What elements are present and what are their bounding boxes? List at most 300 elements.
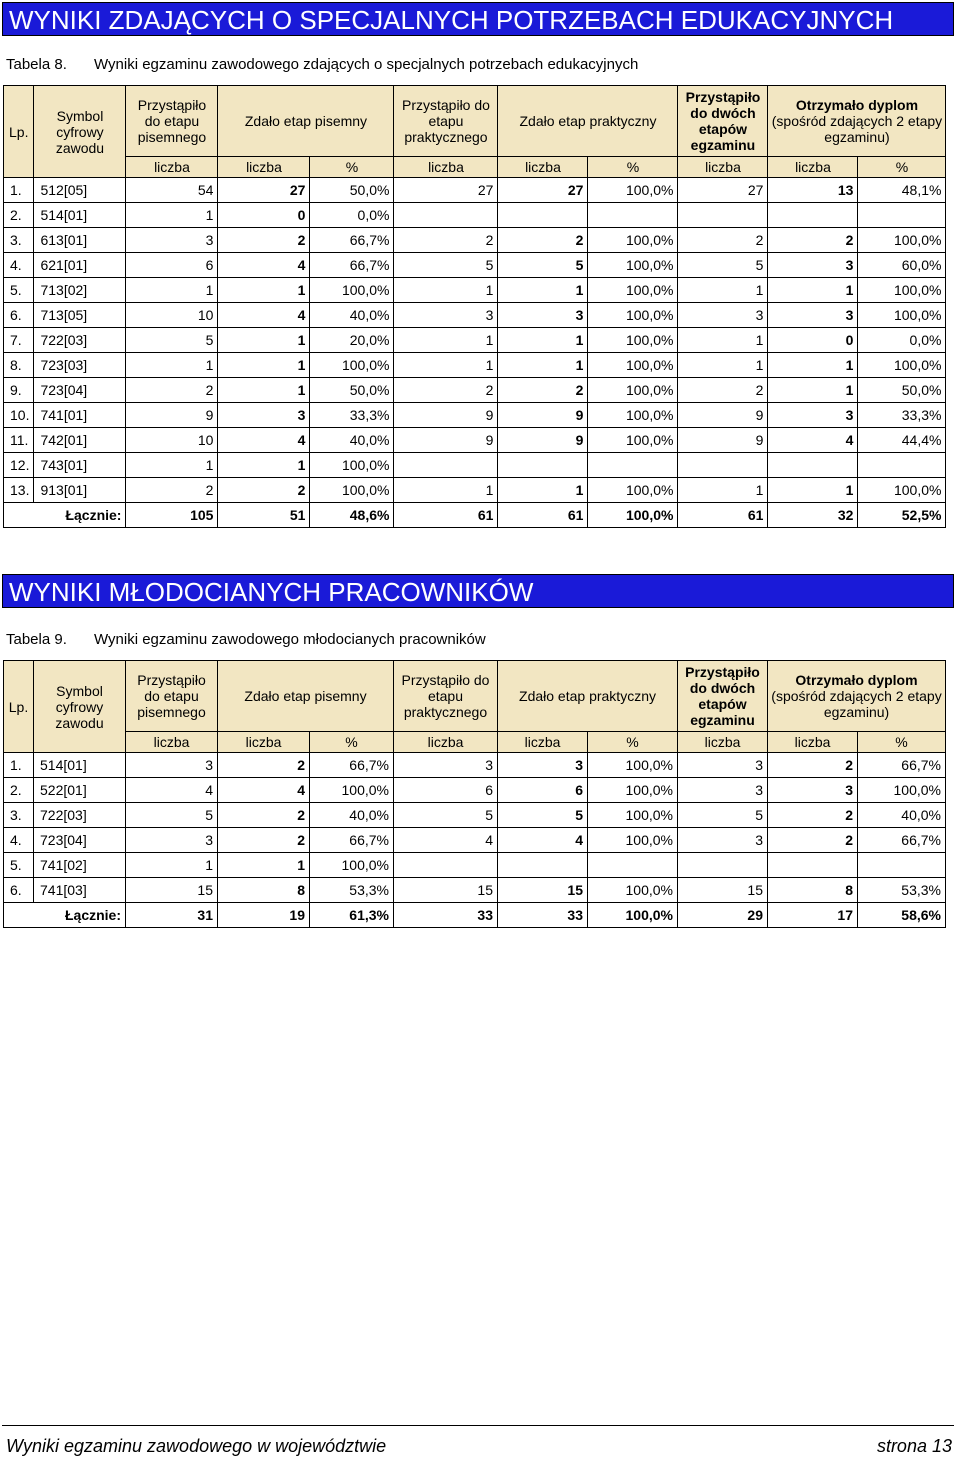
table-cell: [678, 853, 768, 878]
table-cell: 5: [126, 328, 218, 353]
table-cell: 3.: [4, 803, 34, 828]
table-cell: 1: [678, 353, 768, 378]
table-cell: 27: [218, 178, 310, 203]
table-row: [4, 778, 946, 803]
table-8-body: [4, 178, 946, 528]
table-cell: 514[01]: [34, 753, 126, 778]
section-title-spe: WYNIKI ZDAJĄCYCH O SPECJALNYCH POTRZEBACH EDUKACYJNYCH: [2, 2, 954, 36]
subheader-liczba: liczba: [678, 732, 768, 753]
table-row: [4, 203, 946, 228]
table-cell: 11.: [4, 428, 34, 453]
total-cell: 32: [768, 503, 858, 528]
table-cell: [394, 203, 498, 228]
table-cell: 1: [498, 328, 588, 353]
table-cell: 0: [218, 203, 310, 228]
table-cell: 5: [678, 803, 768, 828]
table-cell: 2: [768, 228, 858, 253]
table-cell: 53,3%: [310, 878, 394, 903]
table-cell: 53,3%: [858, 878, 946, 903]
table-cell: 9: [498, 428, 588, 453]
total-label: Łącznie:: [4, 903, 126, 928]
table-cell: [858, 453, 946, 478]
table-cell: 100,0%: [588, 753, 678, 778]
table-cell: 2: [394, 378, 498, 403]
table-cell: 40,0%: [310, 428, 394, 453]
table-cell: 8.: [4, 353, 34, 378]
table-cell: 3.: [4, 228, 34, 253]
table-cell: 33,3%: [310, 403, 394, 428]
table-cell: 40,0%: [858, 803, 946, 828]
table-cell: 723[04]: [34, 378, 126, 403]
table-cell: 5: [394, 803, 498, 828]
table-cell: [678, 453, 768, 478]
total-cell: 100,0%: [588, 903, 678, 928]
table-cell: 100,0%: [858, 478, 946, 503]
col-lp-header: Lp.: [4, 86, 34, 178]
total-cell: 17: [768, 903, 858, 928]
table-cell: 6: [498, 778, 588, 803]
table-cell: 4: [126, 778, 218, 803]
table-cell: 741[02]: [34, 853, 126, 878]
table-cell: 1: [394, 278, 498, 303]
table-cell: [588, 203, 678, 228]
subheader-row: [4, 732, 946, 753]
table-cell: 5: [394, 253, 498, 278]
table-cell: 100,0%: [310, 853, 394, 878]
table-cell: 5: [498, 253, 588, 278]
subheader-row: [4, 157, 946, 178]
table-cell: 5.: [4, 278, 34, 303]
header-row: [4, 86, 946, 157]
table-cell: 3: [768, 253, 858, 278]
table-cell: 1: [498, 278, 588, 303]
total-cell: 61: [678, 503, 768, 528]
total-cell: 33: [498, 903, 588, 928]
table-cell: 2: [498, 228, 588, 253]
total-cell: 61,3%: [310, 903, 394, 928]
table-cell: 2: [768, 753, 858, 778]
table-cell: 100,0%: [588, 328, 678, 353]
table-cell: 100,0%: [588, 253, 678, 278]
table-cell: 4: [218, 778, 310, 803]
table-cell: [588, 853, 678, 878]
table-cell: 6: [394, 778, 498, 803]
total-cell: 58,6%: [858, 903, 946, 928]
table-cell: 2: [768, 803, 858, 828]
table-cell: 2.: [4, 778, 34, 803]
subheader-liczba: liczba: [218, 157, 310, 178]
col-przystapilo-praktyczny-header: Przystąpiło do etapu praktycznego: [394, 661, 498, 732]
table-cell: 1: [126, 278, 218, 303]
table-row: [4, 878, 946, 903]
col-otrzymalo-header: [768, 661, 946, 732]
table-cell: 3: [126, 228, 218, 253]
table-cell: 66,7%: [310, 228, 394, 253]
table-row: [4, 428, 946, 453]
table-8-header: [4, 86, 946, 178]
col-przystapilo-praktyczny-header: Przystąpiło do etapu praktycznego: [394, 86, 498, 157]
subheader-liczba: liczba: [768, 732, 858, 753]
table-cell: 50,0%: [310, 178, 394, 203]
table-cell: 2: [126, 378, 218, 403]
table-cell: 100,0%: [858, 228, 946, 253]
table-cell: 3: [678, 778, 768, 803]
table-cell: 100,0%: [588, 803, 678, 828]
table-cell: [858, 853, 946, 878]
table-cell: 9.: [4, 378, 34, 403]
page-number: strona 13: [876, 1436, 952, 1456]
table-cell: 27: [498, 178, 588, 203]
table-cell: 5: [678, 253, 768, 278]
table-cell: 3: [498, 753, 588, 778]
table-cell: 3: [394, 303, 498, 328]
total-cell: 61: [394, 503, 498, 528]
table-cell: 742[01]: [34, 428, 126, 453]
table-cell: 100,0%: [858, 353, 946, 378]
subheader-percent: %: [310, 732, 394, 753]
table-cell: [678, 203, 768, 228]
table-cell: 100,0%: [310, 478, 394, 503]
table-cell: 4: [218, 428, 310, 453]
table-cell: [768, 853, 858, 878]
table-cell: 722[03]: [34, 328, 126, 353]
table-cell: 100,0%: [588, 228, 678, 253]
table-cell: 66,7%: [858, 828, 946, 853]
table-cell: 621[01]: [34, 253, 126, 278]
table-cell: 9: [498, 403, 588, 428]
table-cell: 1: [394, 353, 498, 378]
table-row: [4, 328, 946, 353]
table-cell: 7.: [4, 328, 34, 353]
table-row: [4, 353, 946, 378]
subheader-liczba: liczba: [394, 157, 498, 178]
table-cell: 9: [394, 403, 498, 428]
table-cell: 66,7%: [310, 253, 394, 278]
table-row: [4, 403, 946, 428]
col-otrzymalo-header: [768, 86, 946, 157]
table-cell: 2: [218, 478, 310, 503]
table-cell: 713[02]: [34, 278, 126, 303]
table-cell: 1: [218, 853, 310, 878]
table-cell: 2: [218, 753, 310, 778]
table-row: [4, 253, 946, 278]
table-8-caption: [6, 56, 638, 73]
total-cell: 29: [678, 903, 768, 928]
table-cell: 1: [678, 278, 768, 303]
table-cell: 6: [126, 253, 218, 278]
table-cell: 100,0%: [588, 828, 678, 853]
table-cell: 15: [394, 878, 498, 903]
table-cell: 1.: [4, 178, 34, 203]
table-cell: 1: [126, 353, 218, 378]
table-cell: 1: [218, 378, 310, 403]
table-cell: 1: [768, 353, 858, 378]
table-cell: 13.: [4, 478, 34, 503]
subheader-percent: %: [858, 157, 946, 178]
table-row: [4, 853, 946, 878]
table-cell: 9: [126, 403, 218, 428]
table-cell: 40,0%: [310, 303, 394, 328]
col-zdalo-praktyczny-header: Zdało etap praktyczny: [498, 661, 678, 732]
table-cell: 10: [126, 303, 218, 328]
table-cell: 3: [218, 403, 310, 428]
table-cell: 3: [678, 303, 768, 328]
table-cell: 512[05]: [34, 178, 126, 203]
table-cell: 1: [768, 278, 858, 303]
table-cell: 0,0%: [858, 328, 946, 353]
col-symbol-header: Symbol cyfrowy zawodu: [34, 86, 126, 178]
table-cell: 1: [126, 453, 218, 478]
table-cell: 100,0%: [588, 278, 678, 303]
table-cell: 9: [678, 403, 768, 428]
table-cell: 33,3%: [858, 403, 946, 428]
otrzymalo-label: Otrzymało dyplom: [795, 97, 919, 113]
table-cell: [768, 453, 858, 478]
col-zdalo-pisemny-header: Zdało etap pisemny: [218, 86, 394, 157]
footer-divider: [2, 1425, 954, 1426]
subheader-percent: %: [588, 732, 678, 753]
table-row: [4, 378, 946, 403]
otrzymalo-sublabel: (spośród zdających 2 etapy egzaminu): [771, 113, 943, 145]
table-cell: 4.: [4, 828, 34, 853]
table-cell: 3: [126, 753, 218, 778]
table-cell: 522[01]: [34, 778, 126, 803]
table-cell: 1: [394, 328, 498, 353]
table-cell: 54: [126, 178, 218, 203]
table-8-title: Wyniki egzaminu zawodowego zdających o specjalnych potrzebach edukacyjnych: [94, 56, 639, 73]
table-9-caption: [6, 631, 486, 648]
table-cell: 0,0%: [310, 203, 394, 228]
table-cell: 10: [126, 428, 218, 453]
table-row: [4, 753, 946, 778]
table-cell: [394, 853, 498, 878]
table-cell: 3: [126, 828, 218, 853]
table-cell: 44,4%: [858, 428, 946, 453]
subheader-liczba: liczba: [126, 732, 218, 753]
table-cell: [498, 453, 588, 478]
table-cell: 3: [498, 303, 588, 328]
col-przystapilo-pisemny-header: Przystąpiło do etapu pisemnego: [126, 86, 218, 157]
table-cell: 1: [126, 203, 218, 228]
table-cell: 100,0%: [858, 278, 946, 303]
table-cell: 1: [218, 353, 310, 378]
table-cell: 713[05]: [34, 303, 126, 328]
table-cell: 1: [498, 353, 588, 378]
table-cell: 60,0%: [858, 253, 946, 278]
col-zdalo-pisemny-header: Zdało etap pisemny: [218, 661, 394, 732]
table-cell: 3: [678, 828, 768, 853]
table-cell: 2: [126, 478, 218, 503]
table-9-number: Tabela 9.: [6, 631, 67, 648]
table-cell: 5.: [4, 853, 34, 878]
table-9-body: [4, 753, 946, 928]
total-cell: 100,0%: [588, 503, 678, 528]
table-cell: 100,0%: [310, 778, 394, 803]
table-cell: 100,0%: [588, 353, 678, 378]
table-cell: 27: [394, 178, 498, 203]
footer-title: Wyniki egzaminu zawodowego w województwie: [6, 1436, 387, 1456]
table-cell: 3: [768, 778, 858, 803]
total-cell: 33: [394, 903, 498, 928]
table-8-number: Tabela 8.: [6, 56, 67, 73]
table-cell: 4: [218, 253, 310, 278]
table-cell: 15: [498, 878, 588, 903]
table-cell: 13: [768, 178, 858, 203]
table-cell: [498, 203, 588, 228]
table-cell: 100,0%: [858, 303, 946, 328]
table-cell: 2: [218, 803, 310, 828]
table-8: [3, 85, 946, 528]
table-cell: 3: [394, 753, 498, 778]
table-cell: 9: [678, 428, 768, 453]
subheader-liczba: liczba: [394, 732, 498, 753]
table-cell: 743[01]: [34, 453, 126, 478]
col-przystapilo-dwa-header: Przystąpiło do dwóch etapów egzaminu: [678, 86, 768, 157]
total-row: [4, 903, 946, 928]
table-cell: 1: [218, 453, 310, 478]
table-cell: 723[03]: [34, 353, 126, 378]
table-row: [4, 178, 946, 203]
col-lp-header: Lp.: [4, 661, 34, 753]
table-cell: 100,0%: [858, 778, 946, 803]
table-cell: 100,0%: [310, 353, 394, 378]
table-cell: 3: [768, 303, 858, 328]
total-cell: 52,5%: [858, 503, 946, 528]
table-cell: 1: [394, 478, 498, 503]
col-przystapilo-dwa-header: Przystąpiło do dwóch etapów egzaminu: [678, 661, 768, 732]
table-cell: 100,0%: [310, 453, 394, 478]
table-cell: 722[03]: [34, 803, 126, 828]
table-cell: 4: [394, 828, 498, 853]
total-cell: 105: [126, 503, 218, 528]
table-cell: 2.: [4, 203, 34, 228]
table-cell: 66,7%: [310, 828, 394, 853]
table-cell: 100,0%: [588, 428, 678, 453]
table-cell: 66,7%: [310, 753, 394, 778]
table-cell: [498, 853, 588, 878]
table-cell: 15: [126, 878, 218, 903]
table-row: [4, 228, 946, 253]
table-cell: 100,0%: [588, 378, 678, 403]
table-cell: [858, 203, 946, 228]
table-cell: 1.: [4, 753, 34, 778]
subheader-liczba: liczba: [678, 157, 768, 178]
subheader-liczba: liczba: [126, 157, 218, 178]
table-cell: 1: [126, 853, 218, 878]
header-row: [4, 661, 946, 732]
table-cell: 9: [394, 428, 498, 453]
table-row: [4, 828, 946, 853]
table-row: [4, 278, 946, 303]
subheader-liczba: liczba: [768, 157, 858, 178]
table-cell: 100,0%: [310, 278, 394, 303]
table-cell: 20,0%: [310, 328, 394, 353]
table-cell: 913[01]: [34, 478, 126, 503]
table-cell: 100,0%: [588, 478, 678, 503]
table-cell: 100,0%: [588, 778, 678, 803]
subheader-liczba: liczba: [498, 157, 588, 178]
table-cell: 3: [768, 403, 858, 428]
table-cell: 1: [768, 478, 858, 503]
subheader-percent: %: [858, 732, 946, 753]
table-cell: 48,1%: [858, 178, 946, 203]
table-cell: 1: [678, 478, 768, 503]
subheader-percent: %: [588, 157, 678, 178]
total-label: Łącznie:: [4, 503, 126, 528]
table-cell: 0: [768, 328, 858, 353]
col-symbol-header: Symbol cyfrowy zawodu: [34, 661, 126, 753]
table-cell: 1: [678, 328, 768, 353]
table-cell: 40,0%: [310, 803, 394, 828]
subheader-liczba: liczba: [498, 732, 588, 753]
table-cell: 4.: [4, 253, 34, 278]
table-cell: 741[01]: [34, 403, 126, 428]
table-cell: 100,0%: [588, 403, 678, 428]
table-cell: 2: [678, 228, 768, 253]
table-cell: 2: [678, 378, 768, 403]
table-cell: 1: [218, 328, 310, 353]
subheader-liczba: liczba: [218, 732, 310, 753]
table-cell: 2: [394, 228, 498, 253]
table-row: [4, 803, 946, 828]
table-row: [4, 303, 946, 328]
total-cell: 48,6%: [310, 503, 394, 528]
total-cell: 31: [126, 903, 218, 928]
table-cell: 5: [126, 803, 218, 828]
table-cell: 10.: [4, 403, 34, 428]
table-cell: 27: [678, 178, 768, 203]
col-zdalo-praktyczny-header: Zdało etap praktyczny: [498, 86, 678, 157]
total-cell: 51: [218, 503, 310, 528]
table-cell: 613[01]: [34, 228, 126, 253]
table-row: [4, 478, 946, 503]
table-cell: 1: [218, 278, 310, 303]
table-9-header: [4, 661, 946, 753]
table-cell: 514[01]: [34, 203, 126, 228]
table-cell: 100,0%: [588, 303, 678, 328]
table-cell: 1: [768, 378, 858, 403]
table-cell: 4: [218, 303, 310, 328]
subheader-percent: %: [310, 157, 394, 178]
table-9: [3, 660, 946, 928]
table-cell: 2: [218, 228, 310, 253]
table-cell: [394, 453, 498, 478]
table-cell: [768, 203, 858, 228]
otrzymalo-label: Otrzymało dyplom: [795, 672, 918, 688]
section-title-mlodociani: WYNIKI MŁODOCIANYCH PRACOWNIKÓW: [2, 574, 954, 608]
table-cell: 1: [498, 478, 588, 503]
table-cell: 100,0%: [588, 178, 678, 203]
table-cell: 8: [218, 878, 310, 903]
table-cell: 2: [768, 828, 858, 853]
table-cell: 6.: [4, 303, 34, 328]
table-cell: 100,0%: [588, 878, 678, 903]
table-cell: 66,7%: [858, 753, 946, 778]
table-cell: 2: [498, 378, 588, 403]
total-cell: 61: [498, 503, 588, 528]
total-row: [4, 503, 946, 528]
table-cell: 12.: [4, 453, 34, 478]
table-cell: 4: [498, 828, 588, 853]
col-przystapilo-pisemny-header: Przystąpiło do etapu pisemnego: [126, 661, 218, 732]
table-cell: 723[04]: [34, 828, 126, 853]
table-cell: 5: [498, 803, 588, 828]
table-row: [4, 453, 946, 478]
table-cell: 4: [768, 428, 858, 453]
table-cell: [588, 453, 678, 478]
table-cell: 6.: [4, 878, 34, 903]
otrzymalo-sublabel: (spośród zdających 2 etapy egzaminu): [771, 688, 942, 720]
